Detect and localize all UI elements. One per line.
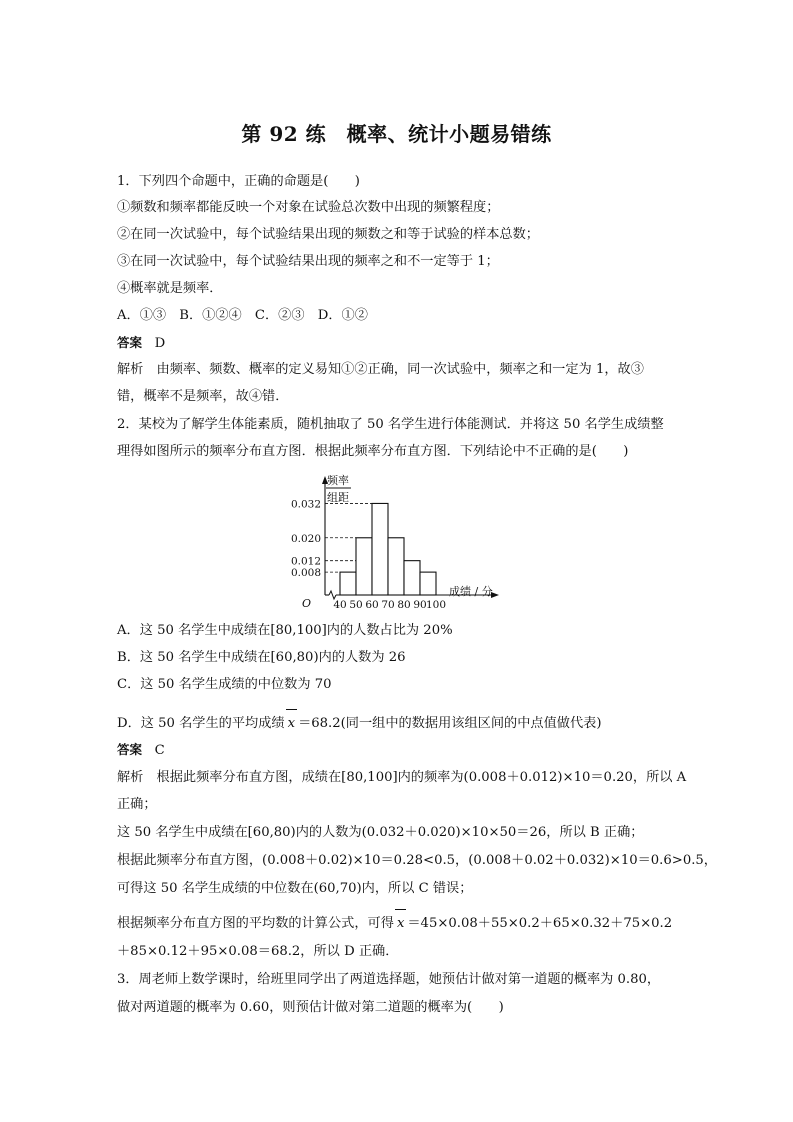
analysis-2-line-1: 解析 根据此频率分布直方图，成绩在[80,100]内的频率为(0.008＋0.012)×10＝0.20，所以 A (117, 770, 687, 785)
question-1-options: A．①③ B．①②④ C．②③ D．①② (117, 308, 368, 323)
answer-2 (117, 741, 165, 760)
analysis-2-line-3: 这 50 名学生中成绩在[60,80)内的人数为(0.032＋0.020)×10×50＝26，所以 B 正确； (117, 825, 644, 840)
y-axis-label (326, 473, 351, 504)
axis-break-mark (329, 591, 336, 599)
analysis-2-line-7: ＋85×0.12＋95×0.08＝68.2，所以 D 正确． (117, 944, 399, 959)
histogram-bar (404, 561, 420, 595)
y-tick-label: 0.020 (290, 532, 321, 545)
x-tick-label: 40 (333, 599, 347, 611)
answer-1 (117, 334, 165, 353)
analysis-2-line-2: 正确； (117, 797, 157, 812)
y-tick-label: 0.032 (290, 498, 321, 511)
histogram-bar (372, 503, 388, 595)
question-1-stem: 1．下列四个命题中，正确的命题是( ) (117, 174, 360, 189)
answer-value: C (154, 743, 165, 758)
origin-label: O (302, 597, 312, 610)
option-a: A．这 50 名学生中成绩在[80,100]内的人数占比为 20% (117, 623, 453, 638)
statement-4: ④概率就是频率． (117, 281, 223, 296)
question-2-stem-line-2: 理得如图所示的频率分布直方图．根据此频率分布直方图．下列结论中不正确的是( ) (117, 444, 629, 459)
x-tick-label: 90 (413, 599, 427, 611)
analysis-2-line-4: 根据此频率分布直方图，(0.008＋0.02)×10＝0.28<0.5，(0.008＋0.02＋0.032)×10＝0.6>0.5， (117, 853, 717, 868)
frequency-histogram (287, 470, 507, 615)
histogram-bar (420, 572, 436, 595)
question-3-stem-line-2: 做对两道题的概率为 0.60，则预估计做对第二道题的概率为( ) (117, 1000, 504, 1015)
histogram-bar (340, 572, 356, 595)
option-d: D．这 50 名学生的平均成绩 x ＝68.2(同一组中的数据用该组区间的中点值做代表) (117, 716, 602, 731)
y-tick-label: 0.008 (290, 567, 321, 580)
option-b: B．这 50 名学生中成绩在[60,80)内的人数为 26 (117, 650, 406, 665)
x-tick-label: 100 (425, 599, 447, 611)
statement-1: ①频数和频率都能反映一个对象在试验总次数中出现的频繁程度； (117, 200, 500, 215)
question-2-stem-line-1: 2．某校为了解学生体能素质，随机抽取了 50 名学生进行体能测试．并将这 50 名学生成绩整 (117, 417, 664, 432)
y-label-bottom: 组距 (327, 491, 349, 504)
page-title: 第 92 练 概率、统计小题易错练 (241, 122, 552, 146)
histogram-bar (356, 538, 372, 595)
x-axis-label: 成绩 / 分 (449, 585, 493, 598)
y-tick-label: 0.012 (290, 555, 321, 568)
analysis-1-line-2: 错，概率不是频率，故④错． (117, 389, 289, 404)
histogram-bar (388, 538, 404, 595)
question-3-stem-line-1: 3．周老师上数学课时，给班里同学出了两道选择题，她预估计做对第一道题的概率为 0.80， (117, 972, 661, 987)
answer-label: 答案 (117, 742, 143, 757)
analysis-2-line-6: 根据频率分布直方图的平均数的计算公式，可得 x ＝45×0.08＋55×0.2＋65×0.32＋75×0.2 (117, 916, 673, 931)
answer-value: D (154, 336, 166, 351)
y-label-top: 频率 (327, 474, 349, 487)
answer-label: 答案 (117, 335, 143, 350)
mean-symbol: x (285, 715, 298, 733)
option-c: C．这 50 名学生成绩的中位数为 70 (117, 677, 332, 692)
statement-2: ②在同一次试验中，每个试验结果出现的频数之和等于试验的样本总数； (117, 227, 539, 242)
analysis-1-line-1: 解析 由频率、频数、概率的定义易知①②正确，同一次试验中，频率之和一定为 1，故③ (117, 362, 644, 377)
x-tick-label: 70 (381, 599, 395, 611)
statement-3: ③在同一次试验中，每个试验结果出现的频率之和不一定等于 1； (117, 254, 499, 269)
analysis-2-line-5: 可得这 50 名学生成绩的中位数在(60,70)内，所以 C 错误； (117, 881, 473, 896)
x-tick-label: 60 (365, 599, 379, 611)
mean-symbol: x (394, 915, 407, 933)
x-tick-label: 50 (349, 599, 363, 611)
x-tick-label: 80 (397, 599, 411, 611)
